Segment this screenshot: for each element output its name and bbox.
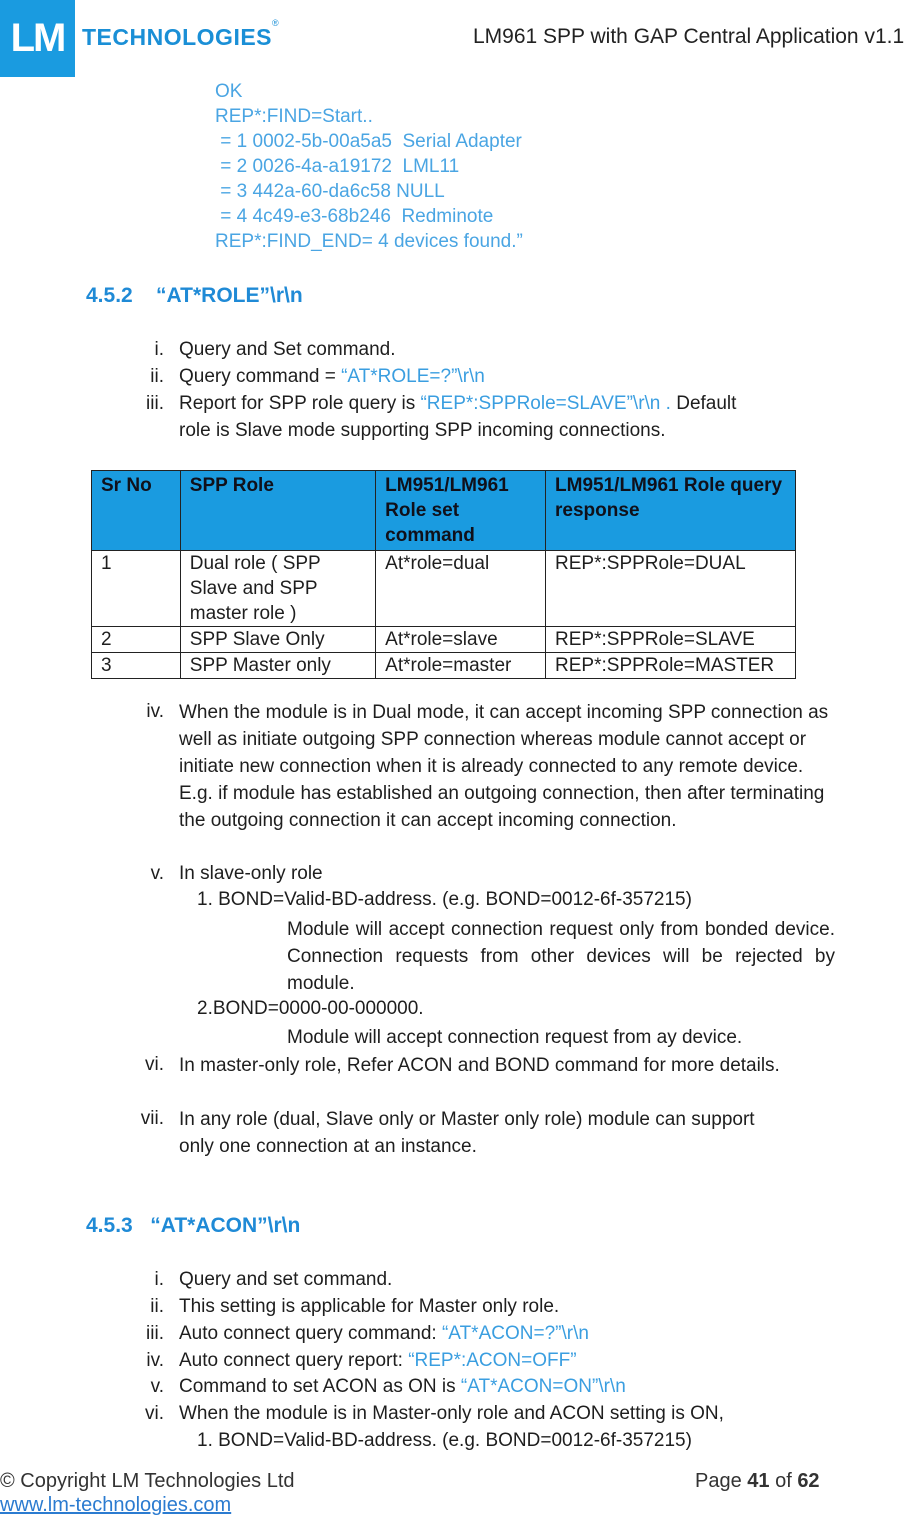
table-row: [92, 551, 796, 627]
code-snippet: “REP*:ACON=OFF”: [408, 1350, 577, 1371]
find-output-line: = 1 0002-5b-00a5a5 Serial Adapter: [215, 131, 522, 152]
list-item-text: Command to set ACON as ON is: [179, 1376, 461, 1397]
list-item-paragraph: In master-only role, Refer ACON and BOND command for more details.: [179, 1055, 780, 1076]
list-number: vii.: [140, 1108, 164, 1129]
section-heading-role: 4.5.2 “AT*ROLE”\r\n: [86, 284, 303, 307]
table-header-cell: LM951/LM961 Role query response: [546, 471, 796, 551]
list-item-paragraph: When the module is in Dual mode, it can accept incoming SPP connection as well as initiate outgoing SPP connection whereas module cannot accept or initiate new connection when it is already connected to any remote device. E.g. if module has established an outgoing connection, then after terminating the outgoing connection it can accept incoming connection.: [179, 702, 829, 831]
list-item-continuation: role is Slave mode supporting SPP incoming connections.: [179, 420, 666, 441]
find-output-line: = 3 442a-60-da6c58 NULL: [215, 181, 445, 202]
list-number: iv.: [146, 701, 164, 722]
table-cell: 2: [92, 627, 181, 653]
list-item-text: Query command =: [179, 366, 342, 387]
document-title: LM961 SPP with GAP Central Application v1.1: [473, 25, 905, 48]
sub-item-label: 1. BOND=Valid-BD-address. (e.g. BOND=0012-6f-357215): [197, 1430, 692, 1451]
code-snippet: “REP*:SPPRole=SLAVE”\r\n .: [420, 393, 671, 414]
section-heading-acon: 4.5.3 “AT*ACON”\r\n: [86, 1214, 301, 1237]
table-row: [92, 627, 796, 653]
website-link[interactable]: www.lm-technologies.com: [0, 1494, 232, 1516]
list-number: iii.: [146, 1323, 164, 1344]
logo-registered-mark: ®: [272, 18, 279, 28]
list-item-text: Default: [670, 393, 737, 414]
list-item-text: This setting is applicable for Master only role.: [179, 1296, 560, 1317]
list-number: iv.: [146, 1350, 164, 1371]
code-snippet: “AT*ACON=ON”\r\n: [460, 1376, 626, 1397]
list-item: [179, 366, 485, 388]
table-cell: REP*:SPPRole=MASTER: [546, 653, 796, 679]
table-cell: SPP Slave Only: [180, 627, 375, 653]
list-number: v.: [150, 863, 164, 884]
find-output-line: REP*:FIND_END= 4 devices found.”: [215, 231, 523, 252]
logo-text: TECHNOLOGIES: [82, 24, 273, 50]
page-current: 41: [747, 1470, 770, 1492]
list-number: i.: [154, 1269, 164, 1290]
find-output-line: OK: [215, 81, 243, 102]
list-item-text: In slave-only role: [179, 863, 323, 884]
code-snippet: “AT*ACON=?”\r\n: [441, 1323, 589, 1344]
sub-item-description: Module will accept connection request only from bonded device. Connection requests from other devices will be rejected by module.: [287, 919, 835, 994]
list-item-text: Report for SPP role query is: [179, 393, 421, 414]
page-label: Page: [695, 1470, 748, 1492]
list-item-text: Auto connect query command:: [179, 1323, 442, 1344]
list-number: iii.: [146, 393, 164, 414]
page-number: [695, 1470, 820, 1493]
list-item-paragraph: In any role (dual, Slave only or Master only role) module can support only one connection at an instance.: [179, 1109, 755, 1157]
table-cell: Dual role ( SPP Slave and SPP master role ): [180, 551, 375, 627]
list-number: ii.: [150, 366, 164, 387]
role-table: [91, 470, 796, 679]
list-number: i.: [154, 339, 164, 360]
logo-mark: LM: [0, 0, 75, 77]
list-item: [179, 1376, 626, 1398]
find-output-line: = 2 0026-4a-a19172 LML11: [215, 156, 460, 177]
table-cell: 3: [92, 653, 181, 679]
table-header-cell: Sr No: [92, 471, 181, 551]
table-cell: REP*:SPPRole=SLAVE: [546, 627, 796, 653]
list-item: [179, 1323, 589, 1345]
list-item-text: Query and set command.: [179, 1269, 393, 1290]
table-cell: 1: [92, 551, 181, 627]
list-item: [179, 339, 396, 361]
table-header-cell: LM951/LM961 Role set command: [376, 471, 546, 551]
table-cell: SPP Master only: [180, 653, 375, 679]
table-cell: REP*:SPPRole=DUAL: [546, 551, 796, 627]
list-item-text: Query and Set command.: [179, 339, 396, 360]
table-cell: At*role=master: [376, 653, 546, 679]
list-item-text: Auto connect query report:: [179, 1350, 409, 1371]
list-item: [179, 1350, 577, 1372]
list-number: ii.: [150, 1296, 164, 1317]
find-output-line: = 4 4c49-e3-68b246 Redminote: [215, 206, 494, 227]
find-output-line: REP*:FIND=Start..: [215, 106, 373, 127]
table-header-cell: SPP Role: [180, 471, 375, 551]
sub-item-label: 2.BOND=0000-00-000000.: [197, 998, 424, 1019]
list-number: v.: [150, 1376, 164, 1397]
sub-item-label: 1. BOND=Valid-BD-address. (e.g. BOND=0012-6f-357215): [197, 889, 692, 910]
list-number: vi.: [145, 1403, 164, 1424]
table-cell: At*role=slave: [376, 627, 546, 653]
copyright-text: © Copyright LM Technologies Ltd: [0, 1470, 295, 1492]
page-total: 62: [797, 1470, 820, 1492]
list-item-text: When the module is in Master-only role and ACON setting is ON,: [179, 1403, 724, 1424]
page-of: of: [769, 1470, 798, 1492]
list-item: [179, 393, 736, 415]
table-header-row: [92, 471, 796, 551]
list-number: vi.: [145, 1054, 164, 1075]
code-snippet: “AT*ROLE=?”\r\n: [341, 366, 485, 387]
table-cell: At*role=dual: [376, 551, 546, 627]
table-row: [92, 653, 796, 679]
sub-item-description: Module will accept connection request from ay device.: [287, 1027, 743, 1048]
